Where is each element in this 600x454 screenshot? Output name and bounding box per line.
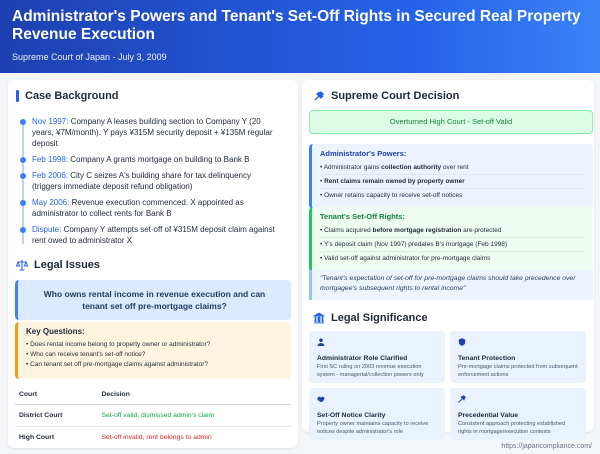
significance-card xyxy=(309,331,445,383)
handshake-icon xyxy=(317,395,325,403)
verdict-banner: Overturned High Court - Set-off Valid xyxy=(309,110,593,134)
admin-power-row: • Administrator gains collection authority over rent xyxy=(320,163,585,175)
tenant-right-row: • Y's deposit claim (Nov 1997) predates B's mortgage (Feb 1998) xyxy=(320,240,585,252)
person-icon xyxy=(317,338,325,346)
court-quote: "Tenant's expectation of set-off for pre-mortgage claims should take precedence over mortgagee's subsequent rights to rental income" xyxy=(309,270,593,300)
timeline-dot xyxy=(20,227,26,233)
timeline-text: Revenue execution commenced. X appointed as administrator to collect rents for Bank B xyxy=(32,198,244,218)
decision-title: Supreme Court Decision xyxy=(331,90,460,102)
tenant-right-row: • Valid set-off against administrator for pre-mortgage claims xyxy=(320,255,491,262)
building-icon xyxy=(313,312,325,324)
decision-heading xyxy=(313,90,459,102)
significance-card-title: Set-Off Notice Clarity xyxy=(317,412,386,419)
administrator-powers-box xyxy=(309,144,593,209)
case-background-heading xyxy=(16,90,119,102)
significance-card xyxy=(309,388,445,440)
timeline-text: Company A leases building section to Company Y (20 years, ¥7M/month). Y pays ¥315M security deposit + ¥135M regular deposit xyxy=(32,117,273,148)
legal-issues-title: Legal Issues xyxy=(34,259,101,271)
timeline-text: City C seizes A's building share for tax delinquency (triggers immediate deposit refund obligation) xyxy=(32,171,251,191)
court-cell: District Court xyxy=(15,405,98,427)
timeline-date: Feb 2006: xyxy=(32,171,69,180)
significance-card xyxy=(450,388,586,440)
footer-url: https://japancompliance.com/ xyxy=(501,443,592,450)
admin-power-row: • Rent claims remain owned by property owner xyxy=(320,177,585,189)
timeline-item xyxy=(20,116,282,149)
key-question: • Does rental income belong to property owner or administrator? xyxy=(26,341,211,348)
significance-card-title: Administrator Role Clarified xyxy=(317,355,408,362)
timeline-date: Feb 1998: xyxy=(32,155,69,164)
tenant-rights-title: Tenant's Set-Off Rights: xyxy=(320,212,405,221)
timeline-dot xyxy=(20,157,26,163)
tenant-setoff-box xyxy=(309,207,593,272)
decision-cell: Set-off valid, dismissed admin's claim xyxy=(98,405,291,427)
key-question: • Who can receive tenant's set-off notice? xyxy=(26,351,146,358)
tenant-right-row: • Claims acquired before mortgage registration are protected xyxy=(320,226,585,238)
page-subtitle: Supreme Court of Japan - July 3, 2009 xyxy=(12,52,167,62)
table-row xyxy=(15,405,291,427)
column-header-court: Court xyxy=(15,385,98,405)
timeline-item xyxy=(20,170,282,192)
significance-title: Legal Significance xyxy=(331,312,428,324)
significance-card-title: Precedential Value xyxy=(458,412,519,419)
timeline xyxy=(20,116,282,251)
legal-issues-heading xyxy=(16,259,100,271)
timeline-item xyxy=(20,154,282,165)
timeline-text: Company Y attempts set-off of ¥315M deposit claim against rent owed to administrator X xyxy=(32,225,275,245)
significance-card-desc: Pre-mortgage claims protected from subsequent enforcement actions xyxy=(458,364,578,378)
significance-card-title: Tenant Protection xyxy=(458,355,516,362)
key-question: • Can tenant set off pre-mortgage claims against administrator? xyxy=(26,361,209,368)
gavel-icon xyxy=(458,395,466,403)
timeline-date: May 2006: xyxy=(32,198,70,207)
significance-heading xyxy=(313,312,428,324)
key-questions-box xyxy=(15,322,291,379)
key-questions-title: Key Questions: xyxy=(26,327,85,336)
header-banner xyxy=(0,0,600,73)
significance-card-desc: Property owner maintains capacity to receive notices despite administrator's role xyxy=(317,421,429,435)
timeline-dot xyxy=(20,173,26,179)
timeline-dot xyxy=(20,119,26,125)
central-question: Who owns rental income in revenue execution and can tenant set off pre-mortgage claims? xyxy=(15,280,291,320)
significance-card-desc: Consistent approach protecting established rights in mortgage/execution contexts xyxy=(458,421,566,435)
court-cell: High Court xyxy=(15,427,98,449)
admin-power-row: • Owner retains capacity to receive set-off notices xyxy=(320,192,463,199)
timeline-item xyxy=(20,224,282,246)
gavel-icon xyxy=(313,90,325,102)
timeline-dot xyxy=(20,200,26,206)
significance-card xyxy=(450,331,586,383)
case-background-title: Case Background xyxy=(25,90,119,102)
accent-bar xyxy=(16,90,19,102)
table-row xyxy=(15,427,291,449)
significance-card-desc: First SC ruling on 2003 revenue execution system - managerial/collection powers only xyxy=(317,364,424,378)
shield-icon xyxy=(458,338,466,346)
table-header-row xyxy=(15,385,291,405)
timeline-item xyxy=(20,197,282,219)
decision-cell: Set-off invalid, rent belongs to admin xyxy=(98,427,291,449)
scales-icon xyxy=(16,259,28,271)
court-decisions-table xyxy=(15,385,291,449)
timeline-text: Company A grants mortgage on building to Bank B xyxy=(68,155,250,164)
timeline-date: Dispute: xyxy=(32,225,62,234)
page-title: Administrator's Powers and Tenant's Set-Off Rights in Secured Real Property Revenue Execution xyxy=(12,8,581,43)
admin-powers-title: Administrator's Powers: xyxy=(320,149,407,158)
timeline-date: Nov 1997: xyxy=(32,117,69,126)
column-header-decision: Decision xyxy=(98,385,291,405)
